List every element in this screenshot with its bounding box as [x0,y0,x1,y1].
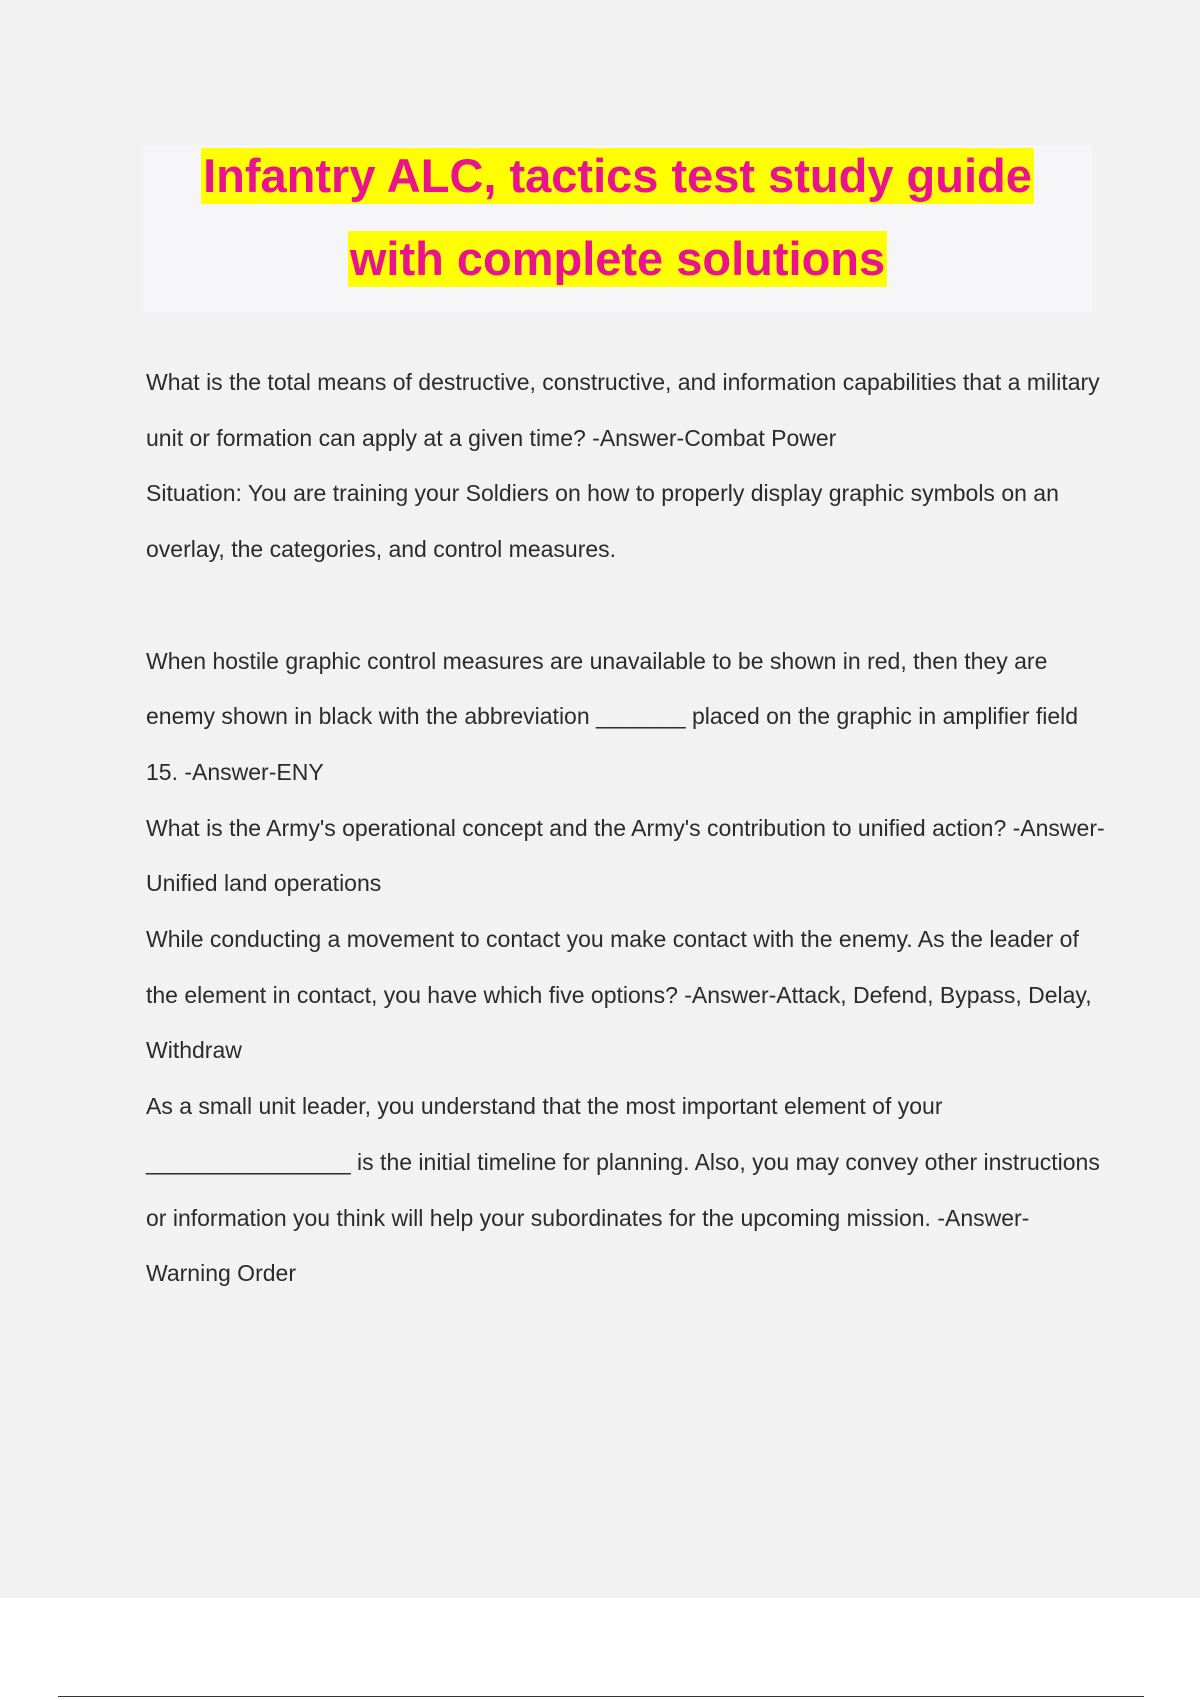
title-block [143,145,1092,312]
document-title-line-1: Infantry ALC, tactics test study guide [203,149,1032,202]
question-paragraph-1: What is the total means of destructive, constructive, and information capabilities that a military unit or formation can apply at a given time? -Answer-Combat Power [146,369,1100,451]
paragraph-spacer [146,578,1106,634]
document-title-line-2: with complete solutions [349,232,886,285]
footer-divider [58,1696,1144,1697]
question-paragraph-2: When hostile graphic control measures are unavailable to be shown in red, then they are enemy shown in black with the abbreviation _______ placed on the graphic in amplifier field 15. -Answer-ENY [146,647,1079,785]
question-paragraph-3: What is the Army's operational concept and the Army's contribution to unified action? -Answer-Unified land operations [146,814,1105,897]
question-paragraph-4: While conducting a movement to contact you make contact with the enemy. As the leader of the element in contact, you have which five options? -Answer-Attack, Defend, Bypass, Delay, Withdraw [146,926,1092,1064]
document-body [146,355,1106,1302]
situation-paragraph: Situation: You are training your Soldiers on how to properly display graphic symbols on an overlay, the categories, and control measures. [146,480,1059,563]
question-paragraph-5: As a small unit leader, you understand that the most important element of your ________________ is the initial timeline for planning. Also, you may convey other instructions or information you think will help your subordinates for the upcoming mission. -Answer-Warning Order [146,1093,1100,1287]
